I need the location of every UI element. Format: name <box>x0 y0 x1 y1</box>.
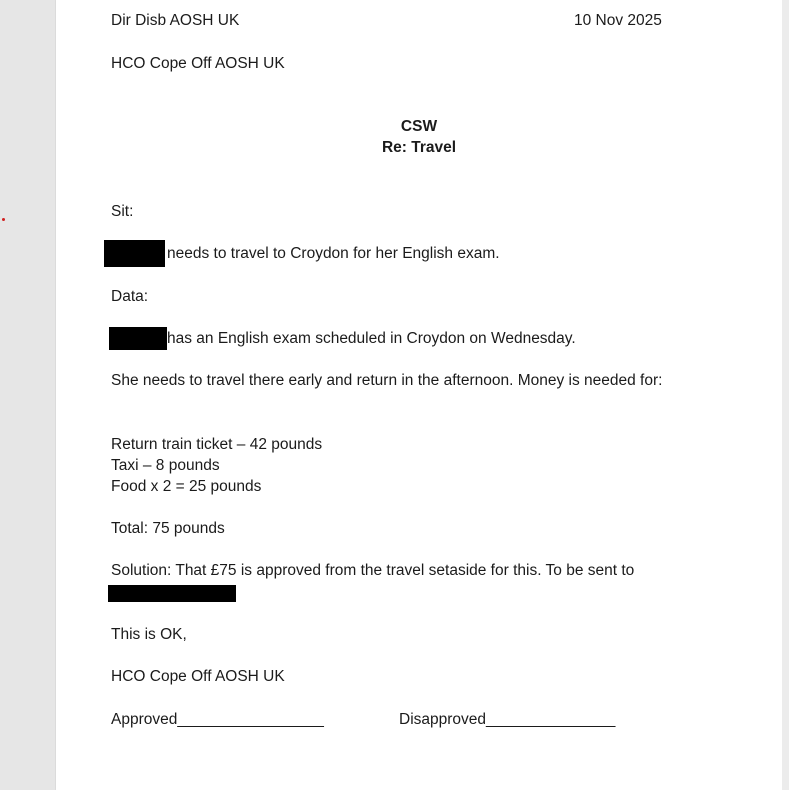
memo-to: Dir Disb AOSH UK <box>111 12 240 29</box>
closing: This is OK, <box>111 626 187 643</box>
data-heading: Data: <box>111 288 149 305</box>
memo-from: HCO Cope Off AOSH UK <box>111 55 285 72</box>
solution: Solution: That £75 is approved from the travel setaside for this. To be sent to <box>111 562 635 579</box>
sit-heading: Sit: <box>111 203 134 220</box>
list-item: Return train ticket – 42 pounds <box>111 436 323 453</box>
margin-mark <box>2 218 5 221</box>
sit-text: needs to travel to Croydon for her English exam. <box>167 245 500 262</box>
page-edge <box>782 0 789 790</box>
disapproved-line: Disapproved_______________ <box>399 711 616 728</box>
memo-title: CSW <box>400 118 438 135</box>
redaction-recipient <box>108 585 236 602</box>
approved-line: Approved_________________ <box>111 711 324 728</box>
redaction-name-2 <box>109 327 167 350</box>
list-item: Food x 2 = 25 pounds <box>111 478 262 495</box>
signature: HCO Cope Off AOSH UK <box>111 668 285 685</box>
data-text: has an English exam scheduled in Croydon on Wednesday. <box>167 330 576 347</box>
redaction-name-1 <box>104 240 165 267</box>
document-page <box>56 0 782 790</box>
memo-date: 10 Nov 2025 <box>574 12 662 29</box>
need-text: She needs to travel there early and return in the afternoon. Money is needed for: <box>111 372 663 389</box>
memo-subject: Re: Travel <box>381 139 457 156</box>
list-item: Taxi – 8 pounds <box>111 457 220 474</box>
total: Total: 75 pounds <box>111 520 225 537</box>
